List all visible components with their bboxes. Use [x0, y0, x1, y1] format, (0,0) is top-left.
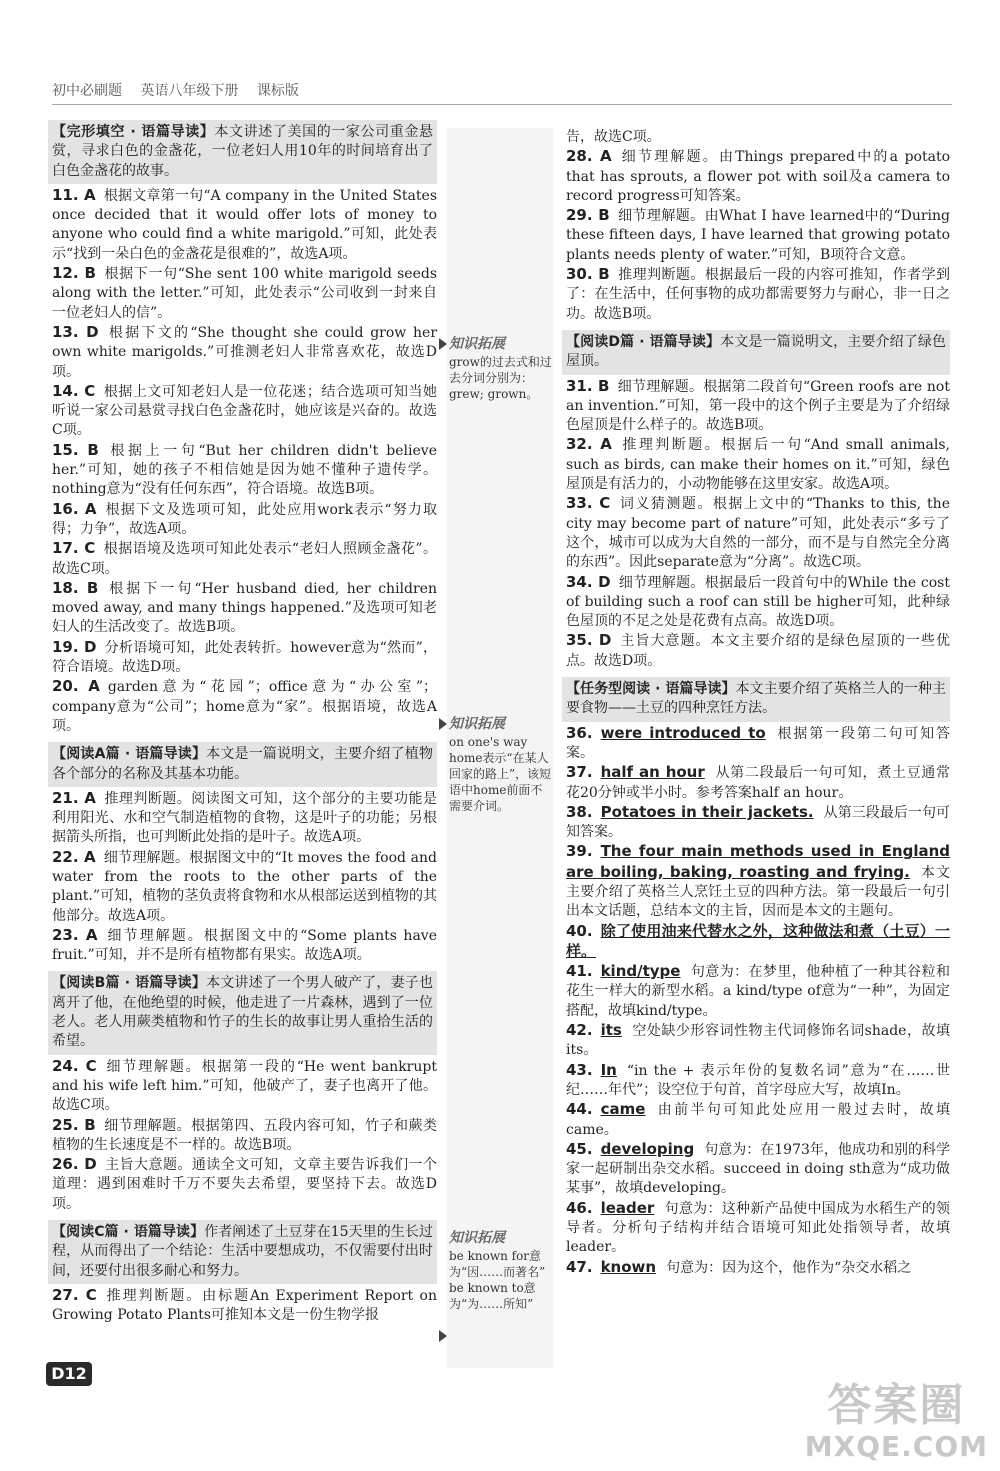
- explanation-text: 主旨大意题。本文主要介绍的是绿色屋顶的一些优点。故选D项。: [566, 633, 950, 669]
- page-header: [52, 80, 313, 100]
- question-number: 13. D: [52, 322, 99, 341]
- answer-entry: [52, 1286, 437, 1326]
- answer-entry: [52, 264, 437, 323]
- answer-entry: [566, 962, 950, 1021]
- explanation-text: 根据下文及选项可知，此处应用work表示“努力取得；力争”，故选A项。: [52, 501, 438, 537]
- explanation-text: 分析语境可知，此处表转折。however意为“然而”，符合语境。故选D项。: [52, 639, 437, 676]
- explanation-text: 本文主要介绍了英格兰人烹饪土豆的四种方法。第一段最后一句引出本文话题，总结本文的主旨，因而是本文的主题句。: [566, 864, 950, 920]
- question-number: 31. B: [566, 376, 610, 395]
- answer-entry: [566, 842, 950, 921]
- question-number: 27. C: [52, 1285, 97, 1304]
- answer-entry: [52, 926, 437, 966]
- explanation-text: 根据下一句“She sent 100 white marigold seeds along with the letter.”可知，此处表示“公司收到一封来自一位老妇人的信”。: [52, 266, 437, 321]
- explanation-text: 细节理解题。根据第一段的“He went bankrupt and his wife left him.”可知，他破产了，妻子也离开了他。故选C项。: [52, 1058, 437, 1114]
- answer-entry: [566, 1258, 950, 1278]
- answer-key: were introduced to: [600, 723, 766, 742]
- answer-entry: [566, 147, 950, 206]
- answer-key: 除了使用油来代替水之外，这种做法和煮（土豆）一样。: [566, 921, 950, 960]
- answer-entry: [52, 1057, 437, 1116]
- question-number: 41.: [566, 962, 593, 981]
- question-number: 20. A: [52, 677, 100, 696]
- question-number: 30. B: [566, 265, 610, 284]
- question-number: 44.: [566, 1100, 593, 1119]
- answer-entry: [52, 638, 437, 678]
- question-number: 38.: [566, 802, 593, 821]
- guide-text: 本文讲述了美国的一家公司重金悬赏，寻求白色的金盏花，一位老妇人用10年的时间培育出了白色金盏花的故事。: [52, 124, 433, 179]
- explanation-text: 推理判断题。根据最后一段的内容可推知，作者学到了：在生活中，任何事物的成功都需要努力与耐心，非一日之功。故选B项。: [566, 267, 951, 322]
- guide-text: 作者阐述了土豆芽在15天里的生长过程，从而得出了一个结论：生活中要想成功，不仅需要付出时间，还要付出很多耐心和努力。: [52, 1224, 433, 1279]
- section-guide: [562, 677, 950, 722]
- tip-title: 知识拓展: [449, 716, 505, 732]
- question-number: 22. A: [52, 847, 96, 866]
- answer-entry: [566, 377, 950, 436]
- guide-label: 【阅读B篇 · 语篇导读】: [52, 975, 207, 992]
- explanation-text: 句意为：这种新产品使中国成为水稻生产的领导者。分析句子结构并结合语境可知此处指领导者，故填leader。: [566, 1200, 950, 1256]
- question-number: 37.: [566, 763, 593, 782]
- answer-entry: [566, 128, 950, 147]
- answer-key: came: [600, 1100, 646, 1119]
- explanation-text: 根据上一句“But her children didn't believe her.”可知，她的孩子不相信她是因为她不懂种子遗传学。nothing意为“没有任何东西”，符合语境。故选B项。: [52, 442, 437, 498]
- answer-key: its: [600, 1021, 622, 1040]
- answer-entry: [52, 848, 437, 926]
- answer-entry: [52, 1116, 437, 1156]
- answer-entry: [52, 579, 437, 638]
- answer-key: kind/type: [600, 962, 681, 981]
- tip-title: 知识拓展: [449, 1230, 505, 1246]
- question-number: 33. C: [566, 494, 611, 513]
- series-name: 初中必刷题: [52, 83, 122, 99]
- question-number: 34. D: [566, 572, 611, 591]
- guide-label: 【完形填空 · 语篇导读】: [52, 124, 215, 140]
- question-number: 23. A: [52, 925, 98, 944]
- explanation-text: 空处缺少形容词性物主代词修饰名词shade，故填its。: [566, 1023, 950, 1059]
- explanation-text: 细节理解题。由Things prepared中的a potato that has sprouts, a flower pot with soil及a camera to record progress可知答案。: [566, 149, 950, 204]
- question-number: 47.: [566, 1257, 593, 1276]
- explanation-text: 句意为：因为这个，他作为“杂交水稻之: [666, 1259, 912, 1276]
- question-number: 16. A: [52, 499, 97, 518]
- answer-entry: [52, 789, 437, 848]
- answer-entry: [52, 539, 437, 579]
- answer-entry: [566, 573, 950, 632]
- section-guide: [562, 330, 950, 375]
- answer-entry: [566, 922, 950, 963]
- answer-entry: [52, 1155, 437, 1214]
- question-number: 32. A: [566, 435, 612, 454]
- answer-entry: [52, 441, 437, 500]
- tip-text: grow的过去式和过去分词分别为：grew; grown。: [449, 355, 552, 401]
- left-column: [52, 114, 437, 1326]
- question-number: 42.: [566, 1021, 593, 1040]
- answer-entry: [566, 206, 950, 265]
- answer-key: half an hour: [600, 763, 705, 782]
- answer-key: The four main methods used in England are boiling, baking, roasting and frying.: [566, 842, 950, 881]
- question-number: 24. C: [52, 1056, 97, 1075]
- answer-entry: [52, 500, 437, 540]
- watermark-title: 答案圈: [827, 1380, 966, 1431]
- section-guide: [48, 971, 437, 1054]
- answer-key: Potatoes in their jackets.: [600, 802, 814, 821]
- tip-title: 知识拓展: [449, 336, 505, 352]
- pointer-triangle-icon: [439, 338, 447, 350]
- question-number: 14. C: [52, 381, 96, 400]
- question-number: 35. D: [566, 631, 612, 650]
- pointer-triangle-icon: [439, 1330, 447, 1342]
- explanation-text: 根据下文的“She thought she could grow her own white marigolds.”可推测老妇人非常喜欢花，故选D项。: [52, 324, 438, 380]
- explanation-text: 句意为：在梦里，他种植了一种其谷粒和花生一样大的新型水稻。a kind/type of意为“一种”，为固定搭配，故填kind/type。: [566, 964, 950, 1019]
- guide-label: 【阅读A篇 · 语篇导读】: [52, 746, 207, 763]
- answer-entry: [566, 763, 950, 803]
- section-guide: [48, 742, 437, 787]
- explanation-text: 由前半句可知此处应用一般过去时，故填came。: [566, 1102, 950, 1138]
- pointer-triangle-icon: [439, 718, 447, 730]
- guide-label: 【阅读D篇 · 语篇导读】: [566, 333, 721, 350]
- explanation-text: 推理判断题。根据后一句“And small animals, such as birds, can make their homes on it.”可知，绿色屋顶是有活力的，小动物能够在这里安家。故选A项。: [566, 437, 951, 493]
- explanation-text: 推理判断题。阅读图文可知，这个部分的主要功能是利用阳光、水和空气制造植物的食物，这是叶子的功能；另根据箭头所指，也可判断此处指的是叶子。故选A项。: [52, 790, 437, 846]
- explanation-text: 主旨大意题。通读全文可知，文章主要告诉我们一个道理：遇到困难时千万不要失去希望，要坚持下去。故选D项。: [52, 1157, 438, 1212]
- knowledge-tip: [449, 336, 553, 402]
- question-number: 36.: [566, 723, 593, 742]
- question-number: 12. B: [52, 264, 96, 283]
- guide-text: 本文是一篇说明文，主要介绍了绿色屋顶。: [566, 333, 947, 370]
- explanation-text: 细节理解题。根据第二段首句“Green roofs are not an invention.”可知，第一段中的这个例子主要是为了介绍绿色屋顶是什么样子的。故选B项。: [566, 378, 950, 434]
- answer-entry: [566, 1061, 950, 1101]
- question-number: 45.: [566, 1139, 593, 1158]
- explanation-text: 从第二段最后一句可知，煮土豆通常花20分钟或半小时。参考答案half an hour。: [566, 765, 951, 801]
- section-guide: [48, 120, 437, 184]
- edition-name: 课标版: [256, 83, 299, 99]
- explanation-text: 细节理解题。根据第四、五段内容可知，竹子和蕨类植物的生长速度是不一样的。故选B项。: [52, 1117, 437, 1153]
- guide-text: 本文主要介绍了英格兰人的一种主要食物——土豆的四种烹饪方法。: [566, 681, 946, 717]
- question-number: 18. B: [52, 578, 99, 597]
- explanation-text: 推理判断题。由标题An Experiment Report on Growing Potato Plants可推知本文是一份生物学报: [52, 1287, 437, 1324]
- explanation-text: 根据文章第一句“A company in the United States once decided that it would offer lots of money to anyone who could find a white marigold.”可知，此处表示“找到一朵白色的金盏花是很难的”，故选A项。: [52, 187, 437, 262]
- tip-text: on one's way home表示“在某人回家的路上”，该短语中home前面不需要介词。: [449, 735, 552, 813]
- tip-text: be known for意为“因……而著名” be known to意为“为……所知”: [449, 1249, 546, 1311]
- knowledge-tip: [449, 1230, 553, 1312]
- answer-entry: [52, 323, 437, 382]
- question-number: 43.: [566, 1060, 593, 1079]
- answer-entry: [566, 803, 950, 843]
- page-number: D12: [46, 1362, 92, 1386]
- knowledge-tip: [449, 716, 553, 814]
- answer-key: known: [600, 1257, 657, 1276]
- question-number: 28. A: [566, 147, 612, 166]
- explanation-text: “in the + 表示年份的复数名词”意为“在……世纪……年代”；设空位于句首，首字母应大写，故填In。: [566, 1062, 950, 1098]
- question-number: 17. C: [52, 539, 96, 558]
- answer-key: In: [600, 1060, 617, 1079]
- explanation-text: 句意为：在1973年，他成功和别的科学家一起研制出杂交水稻。succeed in doing sth意为“成功做某事”，故填developing。: [566, 1141, 950, 1197]
- answer-key: developing: [600, 1139, 695, 1158]
- guide-label: 【任务型阅读 · 语篇导读】: [566, 681, 736, 698]
- question-number: 46.: [566, 1198, 593, 1217]
- answer-entry: [52, 186, 437, 264]
- answer-entry: [52, 677, 437, 736]
- right-column: [566, 128, 950, 1278]
- answer-entry: [566, 1199, 950, 1258]
- answer-entry: [566, 265, 950, 324]
- guide-text: 本文是一篇说明文，主要介绍了植物各个部分的名称及其基本功能。: [52, 746, 434, 782]
- watermark: [805, 1382, 988, 1463]
- guide-text: 本文讲述了一个男人破产了，妻子也离开了他，在他绝望的时候，他走进了一片森林，遇到了一位老人。老人用蕨类植物和竹子的生长的故事让男人重拾生活的希望。: [52, 975, 433, 1050]
- question-number: 29. B: [566, 206, 610, 225]
- answer-entry: [566, 631, 950, 671]
- answer-entry: [52, 382, 437, 441]
- answer-entry: [566, 724, 950, 764]
- explanation-text: 根据语境及选项可知此处表示“老妇人照顾金盏花”。故选C项。: [52, 541, 437, 577]
- question-number: 39.: [566, 842, 593, 861]
- answer-entry: [566, 494, 950, 572]
- answer-key: leader: [600, 1198, 655, 1217]
- answer-entry: [566, 435, 950, 494]
- question-number: 15. B: [52, 440, 99, 459]
- header-divider: [52, 104, 952, 105]
- explanation-text: garden意为“花园”；office意为“办公室”；company意为“公司”；home意为“家”。根据语境，故选A项。: [52, 679, 437, 734]
- subject-name: 英语八年级下册: [140, 83, 239, 99]
- section-guide: [48, 1220, 437, 1284]
- answer-entry: [566, 1140, 950, 1199]
- explanation-text: 词义猜测题。根据上文中的“Thanks to this, the city may become part of nature”可知，此处表示“多亏了这个，城市可以成为大自然的一部分，而不是与自然完全分离的东西”。因此separate意为“分离”。故选C项。: [566, 496, 950, 571]
- watermark-url: MXQE.COM: [804, 1430, 988, 1463]
- answer-entry: [566, 1100, 950, 1140]
- explanation-text: 根据第一段第二句可知答案。: [566, 725, 950, 761]
- explanation-text: 细节理解题。由What I have learned中的“During these fifteen days, I have learned that growing potato plants needs plenty of water.”可知，B项符合文意。: [566, 208, 950, 263]
- explanation-text: 细节理解题。根据图文中的“Some plants have fruit.”可知，并不是所有植物都有果实。故选A项。: [52, 927, 437, 964]
- explanation-text: 细节理解题。根据图文中的“It moves the food and water from the roots to the other parts of the plant.”可知，植物的茎负责将食物和水从根部运送到植物的其他部分。故选A项。: [52, 849, 438, 924]
- answer-entry: [566, 1021, 950, 1061]
- question-number: 40.: [566, 921, 593, 940]
- guide-label: 【阅读C篇 · 语篇导读】: [52, 1224, 205, 1241]
- explanation-text: 告，故选C项。: [566, 129, 661, 145]
- question-number: 21. A: [52, 788, 96, 807]
- explanation-text: 细节理解题。根据最后一段首句中的While the cost of building such a roof can still be higher可知，此种绿色屋顶的不足之处是花费有点高。故选D项。: [566, 574, 950, 630]
- question-number: 25. B: [52, 1115, 96, 1134]
- question-number: 19. D: [52, 637, 97, 656]
- explanation-text: 根据下一句“Her husband died, her children moved away, and many things happened.”及选项可知老妇人的生活改变了。故选B项。: [52, 580, 437, 636]
- explanation-text: 根据上文可知老妇人是一位花迷；结合选项可知当她听说一家公司悬赏寻找白色金盏花时，她应该是兴奋的。故选C项。: [52, 383, 437, 439]
- explanation-text: 从第三段最后一句可知答案。: [566, 804, 950, 841]
- question-number: 26. D: [52, 1155, 97, 1174]
- question-number: 11. A: [52, 185, 96, 204]
